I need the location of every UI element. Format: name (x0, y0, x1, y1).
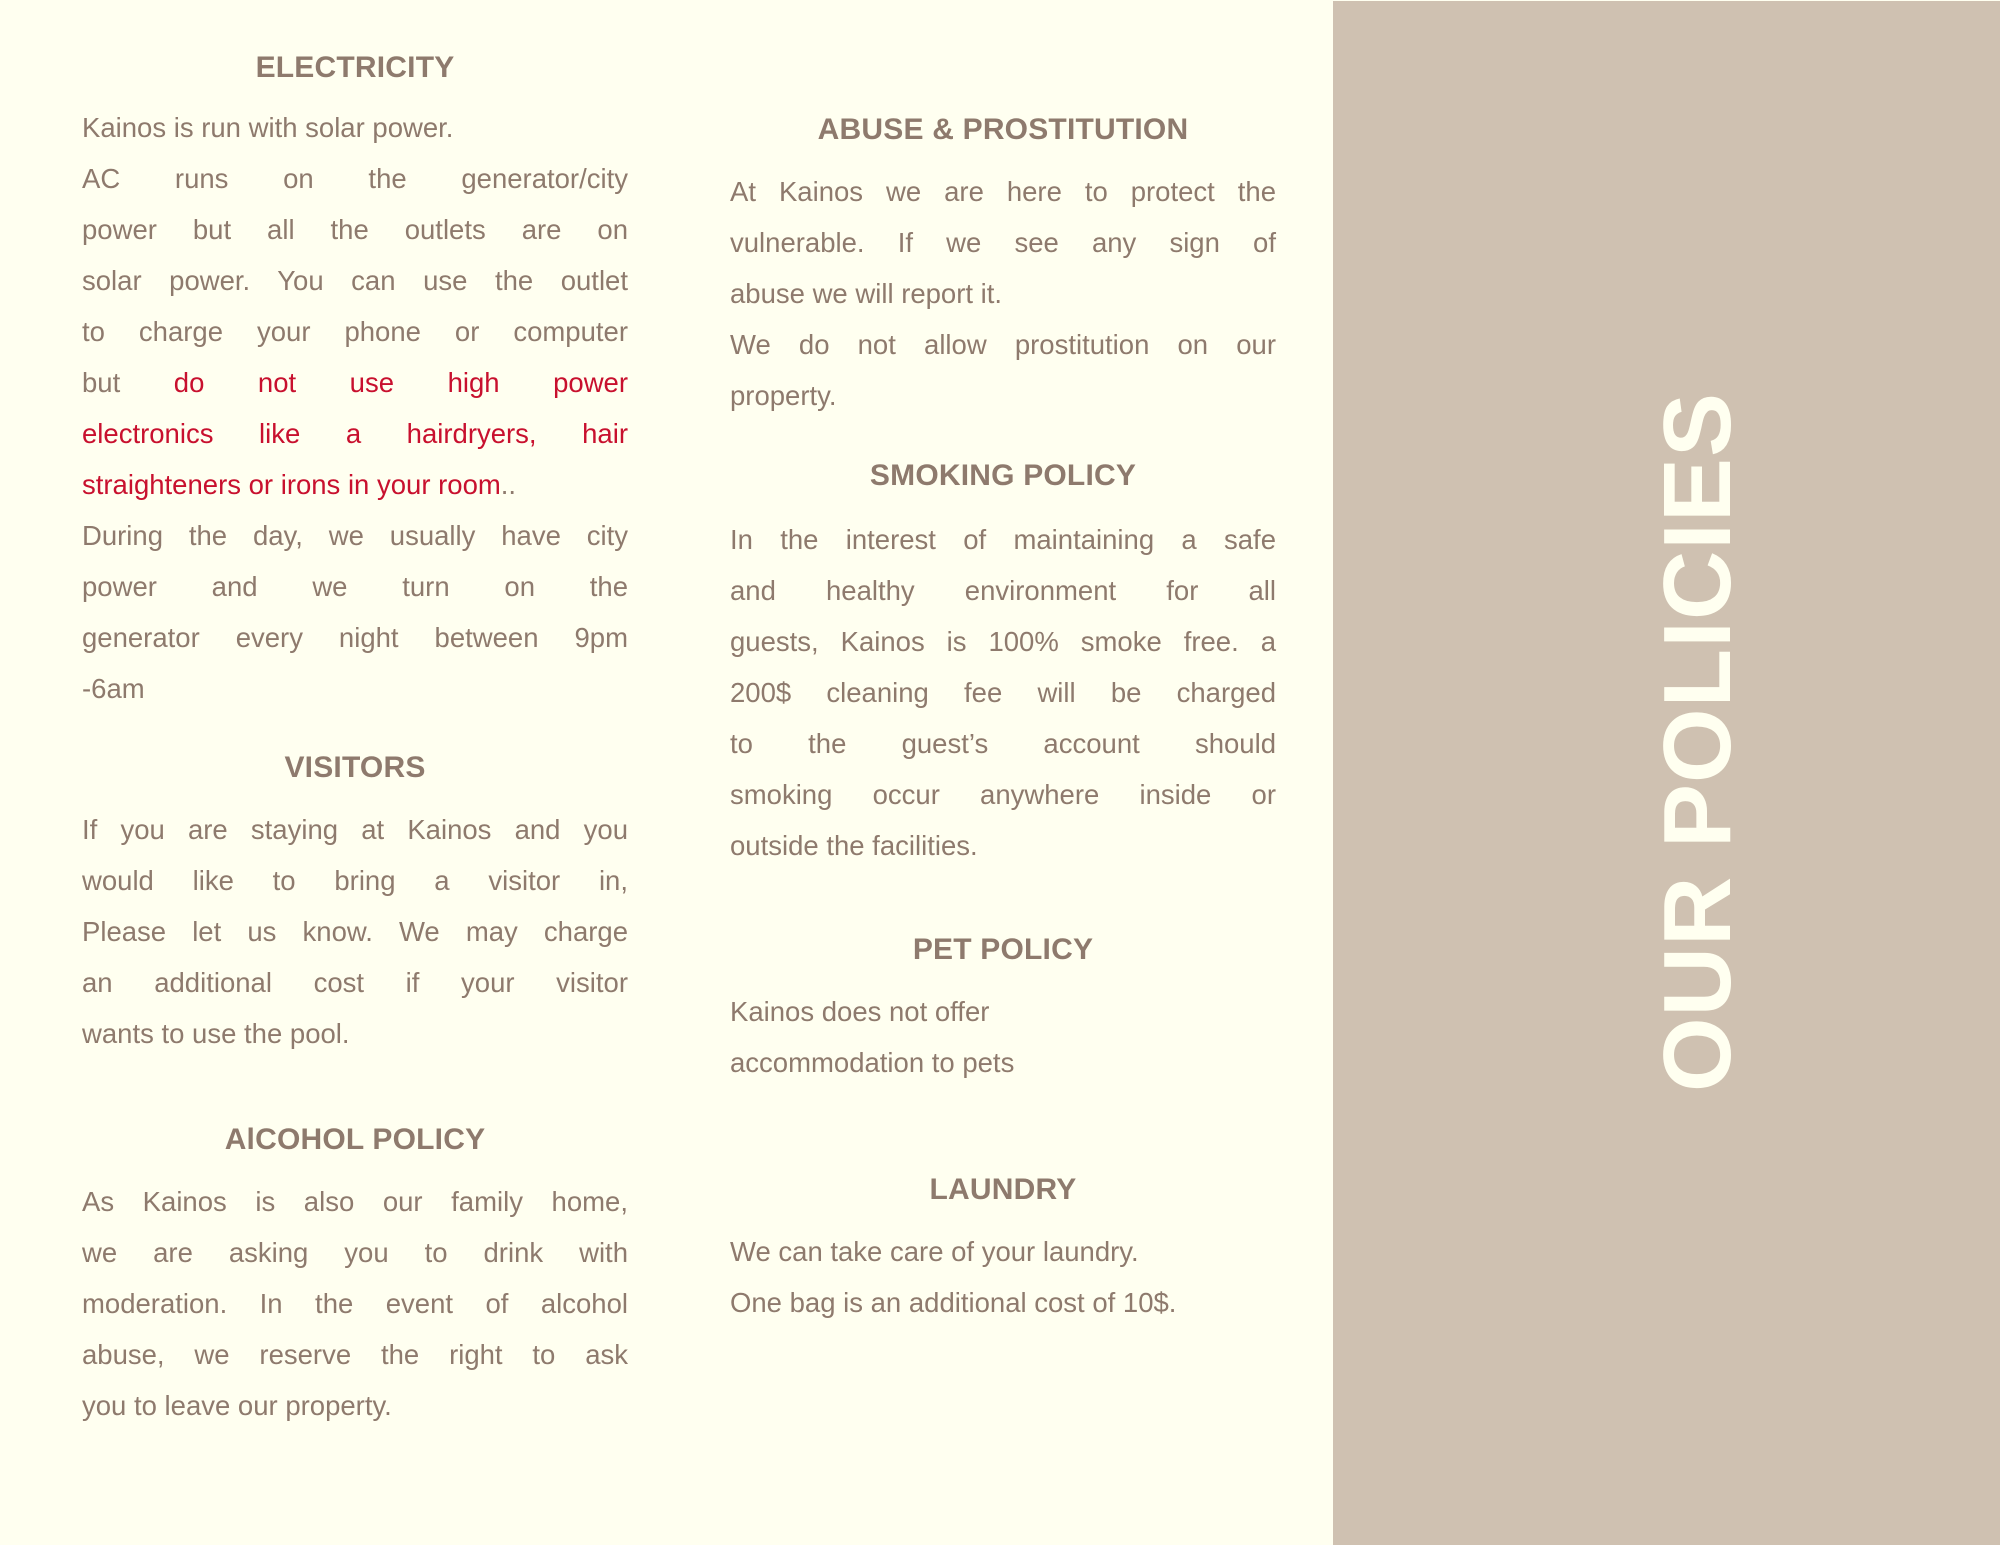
alcohol-line: moderation. In the event of alcohol (82, 1288, 628, 1319)
electricity-line: -6am (82, 673, 145, 704)
smoking-body (730, 514, 1276, 871)
visitors-section (82, 748, 628, 1059)
electricity-line: solar power. You can use the outlet (82, 265, 628, 296)
electricity-warning-text: do not use high power (173, 367, 629, 398)
electricity-text: .. (500, 469, 517, 500)
visitors-line: would like to bring a visitor in, (82, 865, 628, 896)
smoking-heading: SMOKING POLICY (869, 459, 1137, 492)
electricity-warning-line (82, 459, 628, 510)
pet-line: accommodation to pets (730, 1047, 1015, 1078)
visitors-line: an additional cost if your visitor (82, 967, 628, 998)
smoking-line: outside the facilities. (730, 830, 978, 861)
smoking-line: and healthy environment for all (730, 575, 1276, 606)
abuse-body (730, 166, 1276, 421)
electricity-line: to charge your phone or computer (82, 316, 628, 347)
visitors-line: wants to use the pool. (82, 1018, 350, 1049)
alcohol-line: abuse, we reserve the right to ask (82, 1339, 628, 1370)
abuse-heading: ABUSE & PROSTITUTION (817, 113, 1189, 146)
abuse-line: vulnerable. If we see any sign of (730, 227, 1276, 258)
electricity-line (82, 357, 628, 408)
electricity-section (82, 48, 628, 714)
pet-body (730, 986, 1276, 1088)
smoking-line: guests, Kainos is 100% smoke free. a (730, 626, 1276, 657)
laundry-heading: LAUNDRY (929, 1173, 1077, 1206)
abuse-line: At Kainos we are here to protect the (730, 176, 1276, 207)
electricity-warning-text: straighteners or irons in your room (82, 469, 501, 500)
electricity-line: During the day, we usually have city (82, 520, 628, 551)
laundry-line: One bag is an additional cost of 10$. (730, 1287, 1177, 1318)
electricity-line: AC runs on the generator/city (82, 163, 628, 194)
electricity-line: generator every night between 9pm (82, 622, 628, 653)
smoking-line: to the guest’s account should (730, 728, 1276, 759)
smoking-section (730, 456, 1276, 871)
abuse-line: property. (730, 380, 837, 411)
electricity-warning-line: electronics like a hairdryers, hair (82, 418, 628, 449)
laundry-line: We can take care of your laundry. (730, 1236, 1139, 1267)
laundry-section (730, 1170, 1276, 1328)
electricity-text: but (82, 367, 174, 398)
electricity-heading: ELECTRICITY (255, 51, 455, 84)
visitors-heading: VISITORS (284, 751, 426, 784)
pet-section (730, 930, 1276, 1088)
alcohol-line: As Kainos is also our family home, (82, 1186, 628, 1217)
electricity-line: power and we turn on the (82, 571, 628, 602)
alcohol-heading: AlCOHOL POLICY (224, 1123, 486, 1156)
alcohol-line: we are asking you to drink with (82, 1237, 628, 1268)
visitors-line: Please let us know. We may charge (82, 916, 628, 947)
alcohol-section (82, 1120, 628, 1431)
visitors-body (82, 804, 628, 1059)
laundry-body (730, 1226, 1276, 1328)
smoking-line: In the interest of maintaining a safe (730, 524, 1276, 555)
smoking-line: 200$ cleaning fee will be charged (730, 677, 1276, 708)
pet-line: Kainos does not offer (730, 996, 990, 1027)
visitors-line: If you are staying at Kainos and you (82, 814, 628, 845)
abuse-section (730, 110, 1276, 421)
electricity-line: Kainos is run with solar power. (82, 112, 454, 143)
smoking-line: smoking occur anywhere inside or (730, 779, 1276, 810)
electricity-line: power but all the outlets are on (82, 214, 628, 245)
page-title: OUR POLICIES (1644, 391, 1751, 1093)
pet-heading: PET POLICY (912, 933, 1094, 966)
electricity-body (82, 102, 628, 714)
alcohol-line: you to leave our property. (82, 1390, 392, 1421)
abuse-line: We do not allow prostitution on our (730, 329, 1276, 360)
alcohol-body (82, 1176, 628, 1431)
abuse-line: abuse we will report it. (730, 278, 1003, 309)
